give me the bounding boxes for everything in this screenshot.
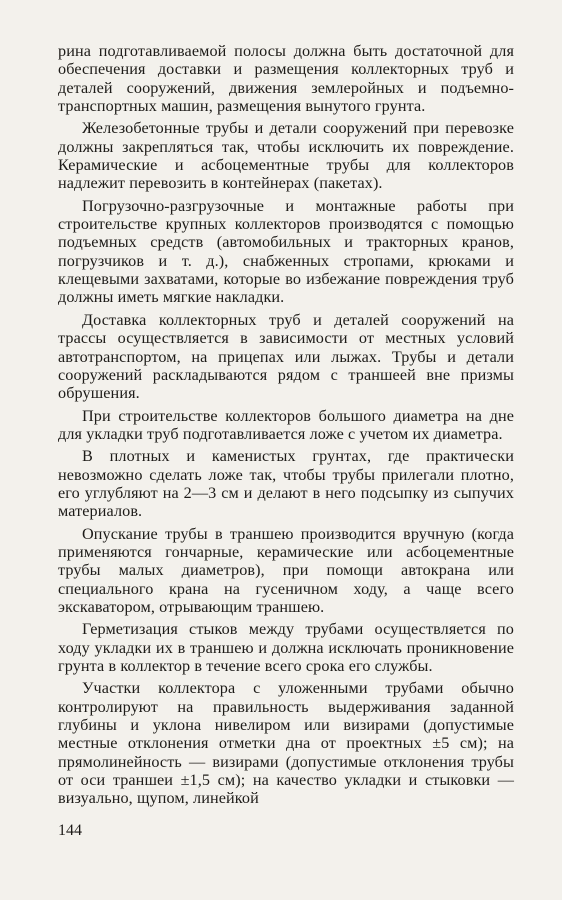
paragraph-4: Доставка коллекторных труб и деталей сооружений на трассы осуществляется в зависимости от местных условий автотранспортом, на прицепах или лыжах. Трубы и детали сооружений раскладываются рядом с траншеей вне призмы обрушения. <box>58 310 514 403</box>
page-text-block <box>58 42 514 812</box>
paragraph-1: рина подготавливаемой полосы должна быть достаточной для обеспечения доставки и размещения коллекторных труб и деталей сооружений, движения землеройных и подъемно-транспортных машин, размещения вынутого грунта. <box>58 42 514 116</box>
page-number: 144 <box>58 822 82 839</box>
paragraph-3: Погрузочно-разгрузочные и монтажные работы при строительстве крупных коллекторов производятся с помощью подъемных средств (автомобильных и тракторных кранов, погрузчиков и т. д.), снабженных стропами, крюками и клещевыми захватами, которые во избежание повреждения труб должны иметь мягкие накладки. <box>58 196 514 307</box>
paragraph-2: Железобетонные трубы и детали сооружений при перевозке должны закрепляться так, чтобы исключить их повреждение. Керамические и асбоцементные трубы для коллекторов надлежит перевозить в контейнерах (пакетах). <box>58 119 514 193</box>
paragraph-8: Герметизация стыков между трубами осуществляется по ходу укладки их в траншею и должна исключать проникновение грунта в коллектор в течение всего срока его службы. <box>58 620 514 675</box>
paragraph-7: Опускание трубы в траншею производится вручную (когда применяются гончарные, керамические или асбоцементные трубы малых диаметров), при помощи автокрана или специального крана на гусеничном ходу, а чаще всего экскаватором, отрывающим траншею. <box>58 524 514 616</box>
paragraph-5: При строительстве коллекторов большого диаметра на дне для укладки труб подготавливается ложе с учетом их диаметра. <box>58 406 514 443</box>
paragraph-9: Участки коллектора с уложенными трубами обычно контролируют на правильность выдерживания заданной глубины и уклона нивелиром или визирами (допустимые местные отклонения отметки дна от проектных ±5 см); на прямолинейность — визирами (допустимые отклонения трубы от оси траншеи ±1,5 см); на качество укладки и стыковки — визуально, щупом, линейкой <box>58 679 514 808</box>
paragraph-6: В плотных и каменистых грунтах, где практически невозможно сделать ложе так, чтобы трубы прилегали плотно, его углубляют на 2—3 см и делают в него подсыпку из сыпучих материалов. <box>58 447 514 521</box>
